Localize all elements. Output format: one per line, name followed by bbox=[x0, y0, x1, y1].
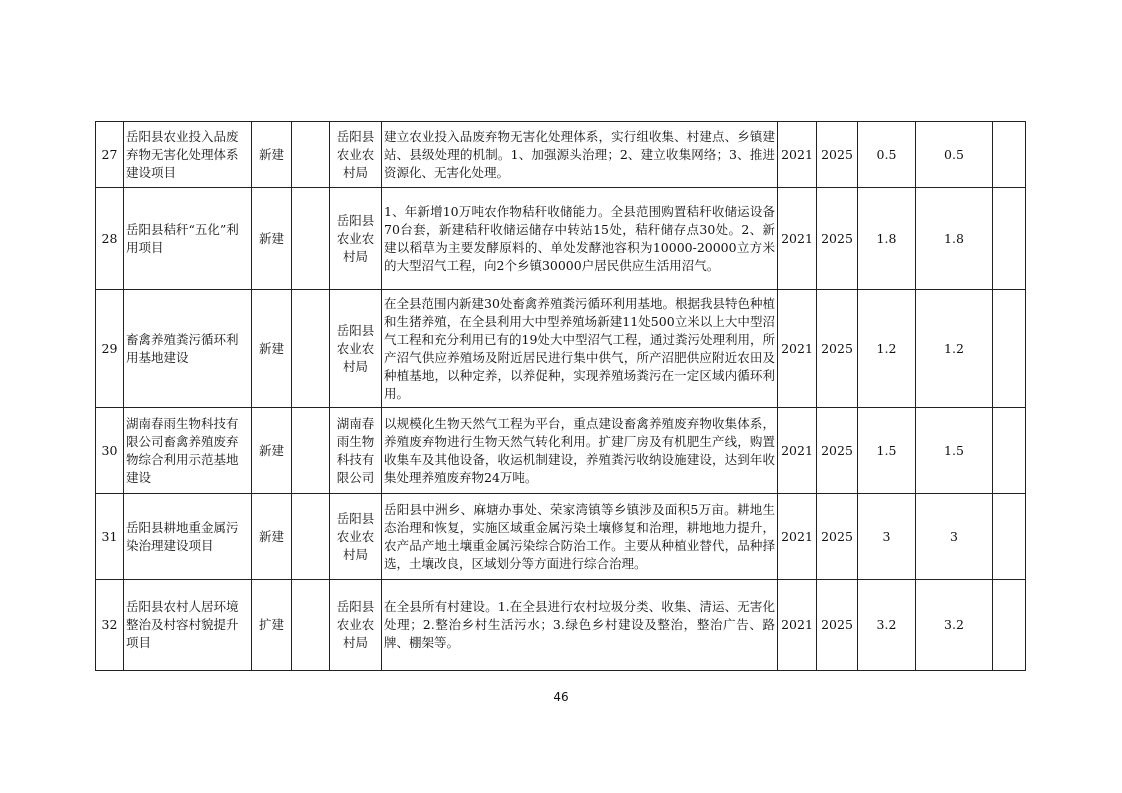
table-row bbox=[96, 188, 1026, 290]
cell-v2: 1.8 bbox=[916, 188, 993, 290]
table-row bbox=[96, 494, 1026, 580]
cell-no: 28 bbox=[96, 188, 124, 290]
cell-desc: 建立农业投入品废弃物无害化处理体系，实行组收集、村建点、乡镇建站、县级处理的机制。1、加强源头治理；2、建立收集网络；3、推进资源化、无害化处理。 bbox=[382, 122, 778, 188]
cell-owner: 岳阳县农业农村局 bbox=[330, 290, 382, 408]
cell-no: 32 bbox=[96, 580, 124, 671]
cell-name: 岳阳县秸秆“五化”利用项目 bbox=[124, 188, 252, 290]
table-row bbox=[96, 408, 1026, 494]
cell-last bbox=[993, 122, 1026, 188]
cell-desc: 在全县范围内新建30处畜禽养殖粪污循环利用基地。根据我县特色种植和生猪养殖，在全县利用大中型养殖场新建11处500立米以上大中型沼气工程和充分利用已有的19处大中型沼气工程，通过粪污处理利用，所产沼气供应养殖场及附近居民进行集中供气，所产沼肥供应附近农田及种植基地，以种定养，以养促种，实现养殖场粪污在一定区域内循环利用。 bbox=[382, 290, 778, 408]
cell-type: 新建 bbox=[252, 188, 292, 290]
cell-owner: 岳阳县农业农村局 bbox=[330, 122, 382, 188]
cell-last bbox=[993, 494, 1026, 580]
cell-blank bbox=[292, 408, 330, 494]
cell-v2: 1.2 bbox=[916, 290, 993, 408]
cell-start: 2021 bbox=[778, 408, 817, 494]
cell-no: 29 bbox=[96, 290, 124, 408]
cell-blank bbox=[292, 290, 330, 408]
cell-end: 2025 bbox=[817, 408, 858, 494]
cell-v1: 3.2 bbox=[858, 580, 916, 671]
cell-end: 2025 bbox=[817, 494, 858, 580]
cell-start: 2021 bbox=[778, 494, 817, 580]
cell-desc: 以规模化生物天然气工程为平台，重点建设畜禽养殖废弃物收集体系，养殖废弃物进行生物天然气转化利用。扩建厂房及有机肥生产线，购置收集车及其他设备，收运机制建设，养殖粪污收纳设施建设，达到年收集处理养殖废弃物24万吨。 bbox=[382, 408, 778, 494]
cell-name: 岳阳县农村人居环境整治及村容村貌提升项目 bbox=[124, 580, 252, 671]
cell-v1: 3 bbox=[858, 494, 916, 580]
cell-desc: 岳阳县中洲乡、麻塘办事处、荣家湾镇等乡镇涉及面积5万亩。耕地生态治理和恢复，实施区域重金属污染土壤修复和治理，耕地地力提升，农产品产地土壤重金属污染综合防治工作。主要从种植业替代，品种择选，土壤改良，区域划分等方面进行综合治理。 bbox=[382, 494, 778, 580]
cell-owner: 岳阳县农业农村局 bbox=[330, 494, 382, 580]
cell-owner: 湖南春雨生物科技有限公司 bbox=[330, 408, 382, 494]
cell-blank bbox=[292, 580, 330, 671]
cell-end: 2025 bbox=[817, 580, 858, 671]
cell-v1: 0.5 bbox=[858, 122, 916, 188]
cell-blank bbox=[292, 494, 330, 580]
cell-end: 2025 bbox=[817, 122, 858, 188]
cell-name: 岳阳县耕地重金属污染治理建设项目 bbox=[124, 494, 252, 580]
cell-type: 新建 bbox=[252, 408, 292, 494]
cell-end: 2025 bbox=[817, 188, 858, 290]
cell-v2: 0.5 bbox=[916, 122, 993, 188]
cell-type: 扩建 bbox=[252, 580, 292, 671]
cell-v2: 3.2 bbox=[916, 580, 993, 671]
cell-type: 新建 bbox=[252, 494, 292, 580]
cell-desc: 1、年新增10万吨农作物秸秆收储能力。全县范围购置秸秆收储运设备70台套，新建秸秆收储运储存中转站15处，秸秆储存点30处。2、新建以稻草为主要发酵原料的、单处发酵池容积为10000-20000立方米的大型沼气工程，向2个乡镇30000户居民供应生活用沼气。 bbox=[382, 188, 778, 290]
cell-start: 2021 bbox=[778, 188, 817, 290]
table-row bbox=[96, 290, 1026, 408]
cell-start: 2021 bbox=[778, 290, 817, 408]
page-number: 46 bbox=[553, 690, 569, 704]
cell-last bbox=[993, 580, 1026, 671]
cell-end: 2025 bbox=[817, 290, 858, 408]
cell-name: 岳阳县农业投入品废弃物无害化处理体系建设项目 bbox=[124, 122, 252, 188]
cell-blank bbox=[292, 188, 330, 290]
cell-type: 新建 bbox=[252, 290, 292, 408]
cell-start: 2021 bbox=[778, 580, 817, 671]
cell-v1: 1.5 bbox=[858, 408, 916, 494]
cell-name: 湖南春雨生物科技有限公司畜禽养殖废弃物综合利用示范基地建设 bbox=[124, 408, 252, 494]
cell-desc: 在全县所有村建设。1.在全县进行农村垃圾分类、收集、清运、无害化处理；2.整治乡村生活污水；3.绿色乡村建设及整治，整治广告、路牌、棚架等。 bbox=[382, 580, 778, 671]
cell-last bbox=[993, 408, 1026, 494]
cell-start: 2021 bbox=[778, 122, 817, 188]
cell-no: 27 bbox=[96, 122, 124, 188]
cell-no: 31 bbox=[96, 494, 124, 580]
cell-type: 新建 bbox=[252, 122, 292, 188]
table-row bbox=[96, 580, 1026, 671]
table-row bbox=[96, 122, 1026, 188]
project-table bbox=[95, 121, 1026, 671]
cell-v2: 1.5 bbox=[916, 408, 993, 494]
cell-owner: 岳阳县农业农村局 bbox=[330, 580, 382, 671]
cell-last bbox=[993, 188, 1026, 290]
cell-blank bbox=[292, 122, 330, 188]
cell-v1: 1.8 bbox=[858, 188, 916, 290]
cell-last bbox=[993, 290, 1026, 408]
cell-owner: 岳阳县农业农村局 bbox=[330, 188, 382, 290]
cell-v2: 3 bbox=[916, 494, 993, 580]
cell-no: 30 bbox=[96, 408, 124, 494]
cell-v1: 1.2 bbox=[858, 290, 916, 408]
cell-name: 畜禽养殖粪污循环利用基地建设 bbox=[124, 290, 252, 408]
